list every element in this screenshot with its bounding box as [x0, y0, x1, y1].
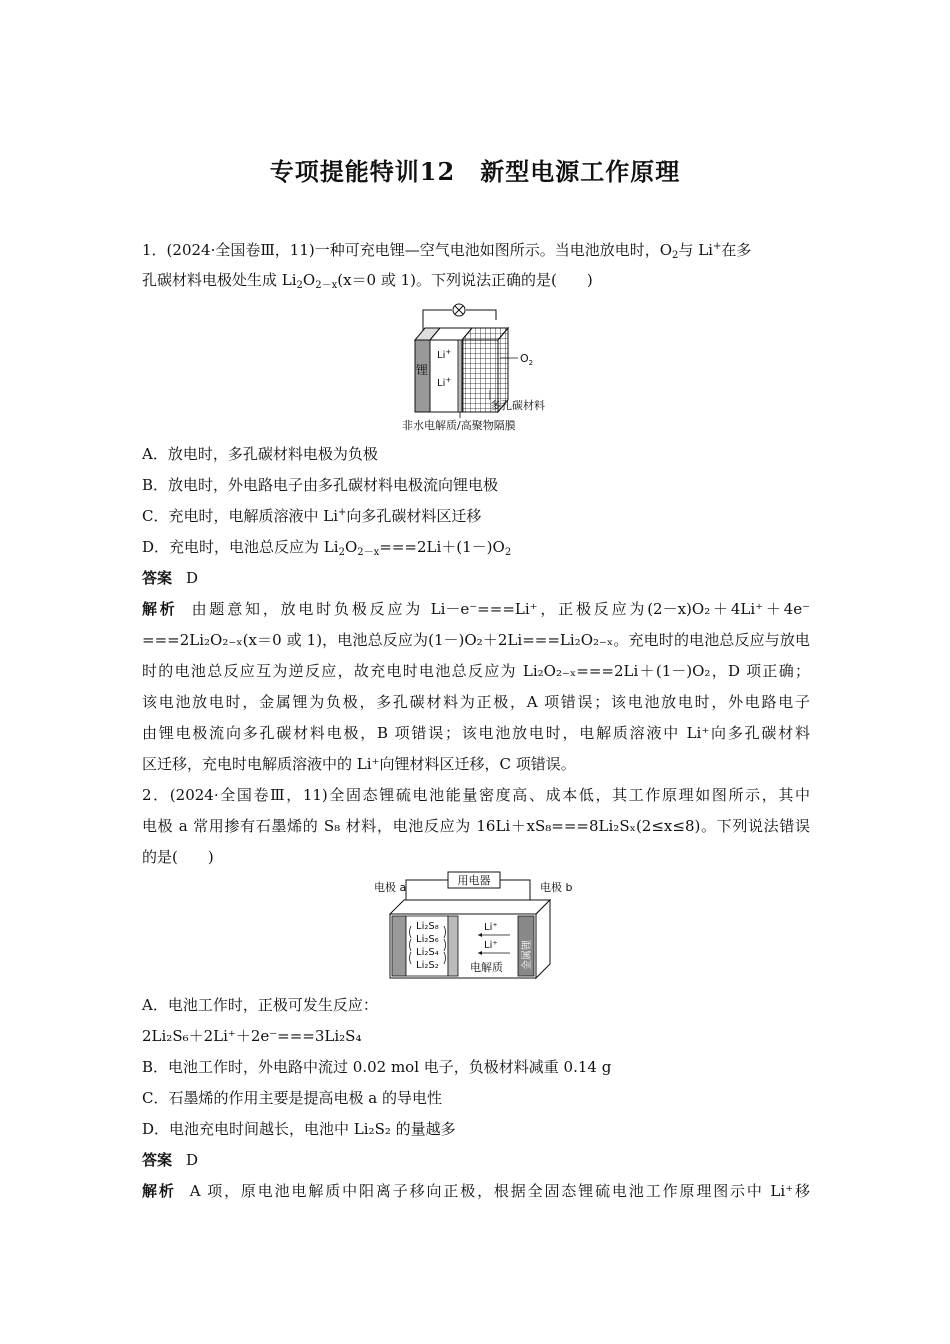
q1-stem-text: 与 Li	[678, 241, 713, 259]
q1-stem-line2	[142, 270, 810, 290]
analysis-label: 解析	[142, 1182, 176, 1200]
q2-analysis-line1	[142, 1181, 810, 1201]
q2-answer	[142, 1150, 810, 1170]
q1-option-b: B．放电时，外电路电子由多孔碳材料电极流向锂电极	[142, 476, 499, 494]
q1-stem-text: O	[302, 271, 316, 289]
q2-option-c: C．石墨烯的作用主要是提高电极 a 的导电性	[142, 1089, 442, 1107]
q1-stem-text: 孔碳材料电极处生成 Li	[142, 271, 297, 289]
option-text: C．充电时，电解质溶液中 Li	[142, 507, 339, 525]
li-ion-label: Li⁺	[484, 922, 498, 933]
q2-option-a-equation: 2Li₂S₆＋2Li⁺＋2e⁻===3Li₂S₄	[142, 1027, 362, 1045]
porous-label: 多孔碳材料	[490, 399, 545, 412]
q2-option-d: D．电池充电时间越长，电池中 Li₂S₂ 的量越多	[142, 1120, 456, 1138]
o2-label: $O_2$	[520, 352, 534, 367]
q2-option-b: B．电池工作时，外电路中流过 0.02 mol 电子，负极材料减重 0.14 g	[142, 1058, 612, 1076]
option-text: ===2Li＋(1－	[379, 538, 487, 556]
s-label: Li₂S₆	[416, 934, 439, 945]
q1-analysis-line5: 由锂电极流向多孔碳材料电极，B 项错误；该电池放电时，电解质溶液中 Li⁺向多孔碳材料	[142, 724, 810, 742]
q2-stem-line1: 2．(2024·全国卷Ⅲ，11)全固态锂硫电池能量密度高、成本低，其工作原理如图所示，其中	[142, 786, 810, 804]
q1-analysis-line2: ===2Li₂O₂₋ₓ(x＝0 或 1)，电池总反应为(1－)O₂＋2Li===Li₂O₂₋ₓ。充电时的电池总反应与放电	[142, 631, 810, 649]
appliance-label: 用电器	[457, 874, 491, 887]
q1-option-c	[142, 506, 810, 526]
s-label: Li₂S₂	[416, 960, 439, 971]
q1-analysis-line6: 区迁移，充电时电解质溶液中的 Li⁺向锂材料区迁移，C 项错误。	[142, 755, 576, 773]
answer-label: 答案	[142, 1151, 173, 1169]
sub: 2－x	[315, 280, 338, 291]
electrode-b-label: 电极 b	[540, 881, 573, 894]
option-text: 向多孔碳材料区迁移	[346, 507, 482, 525]
q2-option-a: A．电池工作时，正极可发生反应：	[142, 996, 378, 1014]
answer-label: 答案	[142, 569, 173, 587]
sub: 2	[672, 250, 679, 261]
electrolyte-label: 电解质	[470, 961, 503, 974]
ion-label-2: Li+	[437, 376, 452, 389]
analysis-text: 由题意知，放电时负极反应为 Li－e⁻===Li⁺，正极反应为(2－x)O₂＋4Li⁺＋4e⁻	[191, 600, 810, 618]
q1-option-d	[142, 537, 810, 557]
analysis-text: A 项，原电池电解质中阳离子移向正极，根据全固态锂硫电池工作原理图示中 Li⁺移	[189, 1182, 810, 1200]
q1-stem-text: 在多	[721, 241, 752, 259]
q1-analysis-line4: 该电池放电时，金属锂为负极，多孔碳材料为正极，A 项错误；该电池放电时，外电路电子	[142, 693, 810, 711]
metal-lithium-label: 金属锂	[522, 940, 533, 970]
answer-value: D	[186, 569, 199, 587]
li-ion-label: Li⁺	[484, 940, 498, 951]
q1-analysis-line1	[142, 599, 810, 619]
analysis-label: 解析	[142, 600, 178, 618]
sub: 2	[504, 547, 512, 558]
q1-stem-text: 1．(2024·全国卷Ⅲ，11)一种可充电锂—空气电池如图所示。当电池放电时，O	[142, 241, 673, 259]
sub: 2	[296, 280, 303, 291]
sup: +	[712, 241, 722, 252]
answer-value: D	[186, 1151, 199, 1169]
electrode-a-label: 电极 a	[374, 881, 407, 894]
q1-stem-text: (x＝0 或 1)。下列说法正确的是( )	[337, 271, 593, 289]
sup: +	[338, 507, 347, 518]
q1-analysis-line3: 时的电池总反应互为逆反应，故充电时电池总反应为 Li₂O₂₋ₓ===2Li＋(1－)O₂，D 项正确；	[142, 662, 810, 680]
sub: 2－x	[357, 547, 380, 558]
sub: 2	[338, 547, 345, 558]
q2-battery-diagram	[370, 868, 585, 982]
page-title: 专项提能特训12 新型电源工作原理	[269, 157, 681, 186]
option-text: D．充电时，电池总反应为 Li	[142, 538, 339, 556]
q1-battery-diagram	[400, 298, 570, 434]
option-text: )O	[486, 538, 505, 556]
electrode-a	[392, 916, 406, 976]
s-label: Li₂S₄	[416, 947, 439, 958]
q2-stem-line3: 的是( )	[142, 848, 214, 866]
option-text: O	[344, 538, 358, 556]
q1-option-a: A．放电时，多孔碳材料电极为负极	[142, 445, 378, 463]
lithium-label: 锂	[415, 363, 429, 377]
s-label: Li₂S₈	[416, 921, 439, 932]
q1-answer	[142, 568, 810, 588]
membrane-label: 非水电解质/高聚物隔膜	[402, 419, 516, 432]
q2-stem-line2: 电极 a 常用掺有石墨烯的 S₈ 材料，电池反应为 16Li＋xS₈===8Li₂Sₓ(2≤x≤8)。下列说法错误	[142, 817, 810, 835]
ion-label-1: Li+	[437, 348, 452, 361]
q1-stem-line1	[142, 240, 810, 260]
